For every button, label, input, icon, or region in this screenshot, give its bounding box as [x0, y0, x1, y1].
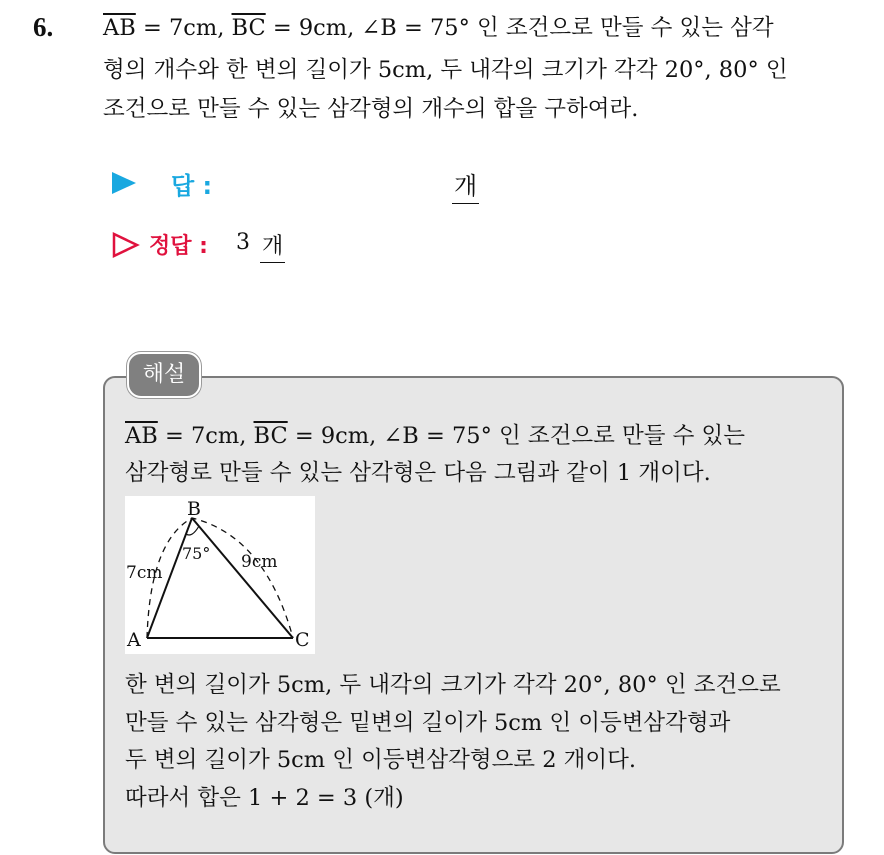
answer-row: [112, 166, 612, 202]
question-line-3: 조건으로 만들 수 있는 삼각형의 개수의 합을 구하여라.: [103, 96, 639, 122]
side-bc-line: [192, 518, 293, 638]
correct-answer-value: 3: [236, 230, 250, 255]
vertex-b-label: B: [187, 498, 201, 520]
segment-bc: $\overline{BC}$: [231, 15, 266, 41]
triangle-figure: [125, 496, 315, 654]
outline-arrow-icon: [112, 232, 140, 258]
question-text-1b: = 9cm, ∠B = 75° 인 조건으로 만들 수 있는 삼각: [265, 15, 774, 41]
solution-text-1b: = 9cm, ∠B = 75° 인 조건으로 만들 수 있는: [287, 423, 745, 449]
correct-answer-row: [112, 229, 512, 265]
question-text-1a: = 7cm,: [135, 15, 232, 41]
play-arrow-icon: [112, 172, 136, 194]
correct-answer-label: 정답 :: [149, 234, 208, 259]
solution-line-2: 삼각형로 만들 수 있는 삼각형은 다음 그림과 같이 1 개이다.: [125, 460, 711, 486]
triangle-diagram: [125, 496, 315, 654]
vertex-a-label: A: [127, 629, 141, 651]
answer-unit: 개: [452, 166, 479, 204]
question-number: 6.: [33, 12, 54, 42]
vertex-c-label: C: [295, 629, 310, 651]
side-ab-label: 7cm: [126, 563, 163, 583]
correct-answer-unit: 개: [260, 229, 285, 263]
question-line-1: [103, 13, 774, 43]
solution-line-5: 두 변의 길이가 5cm 인 이등변삼각형으로 2 개이다.: [125, 747, 637, 773]
solution-line-4: 만들 수 있는 삼각형은 밑변의 길이가 5cm 인 이등변삼각형과: [125, 710, 731, 736]
answer-label: 답 :: [171, 172, 213, 200]
solution-text-1a: = 7cm,: [157, 423, 254, 449]
solution-line-1: [125, 421, 745, 451]
question-line-2: 형의 개수와 한 변의 길이가 5cm, 두 내각의 크기가 각각 20°, 80° 인: [103, 57, 788, 83]
side-bc-label: 9cm: [241, 552, 278, 572]
angle-label: 75°: [182, 544, 211, 563]
solution-segment-ab: $\overline{AB}$: [125, 423, 158, 449]
solution-segment-bc: $\overline{BC}$: [253, 423, 288, 449]
solution-line-6: 따라서 합은 1 + 2 = 3 (개): [125, 785, 404, 811]
solution-tab: 해설: [127, 352, 201, 398]
segment-ab: $\overline{AB}$: [103, 15, 136, 41]
solution-line-3: 한 변의 길이가 5cm, 두 내각의 크기가 각각 20°, 80° 인 조건으로: [125, 672, 781, 698]
